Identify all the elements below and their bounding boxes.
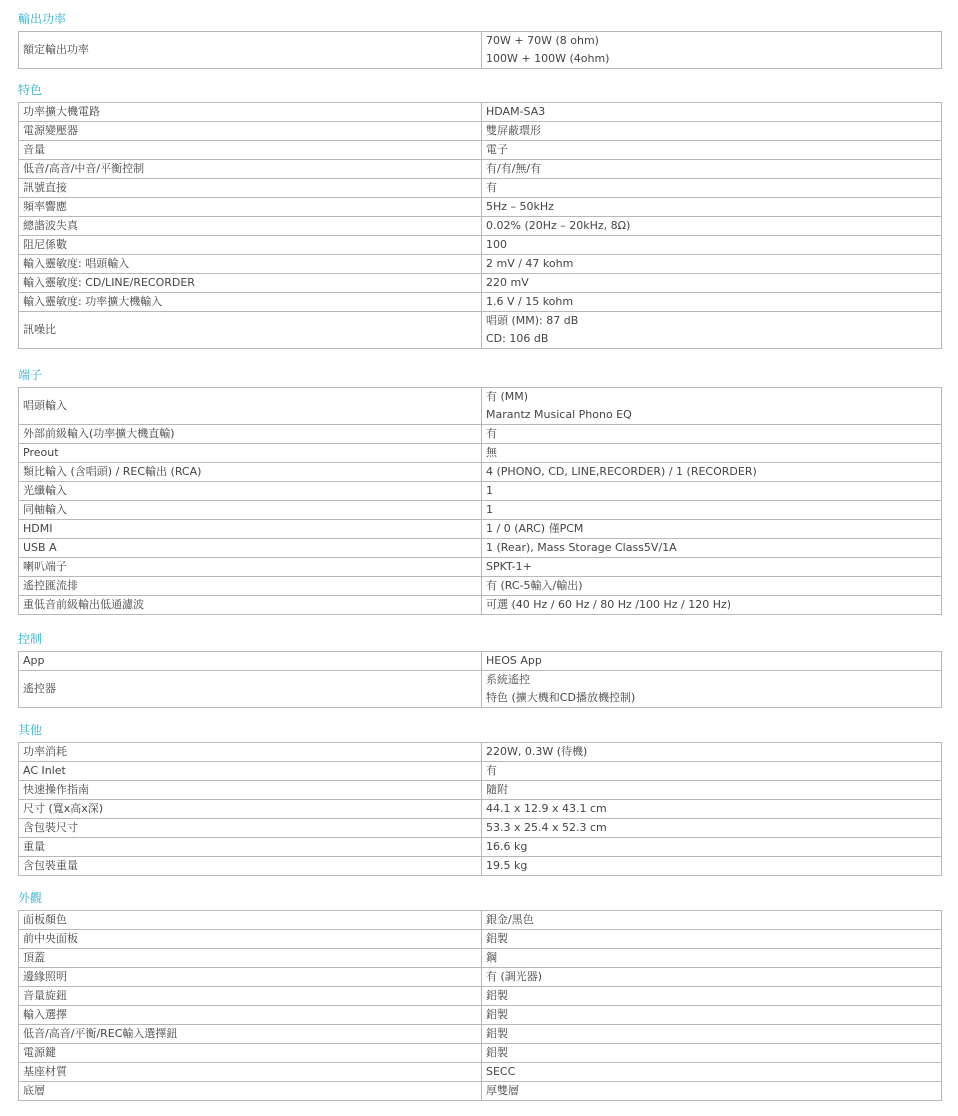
spec-value-line: 44.1 x 12.9 x 43.1 cm [486, 802, 607, 815]
spec-label: Preout [19, 444, 482, 463]
spec-value-line: 1 [486, 503, 493, 516]
spec-row [19, 255, 942, 274]
spec-value-line: 有 (調光器) [486, 970, 543, 983]
spec-value-line: 19.5 kg [486, 859, 528, 872]
spec-value-line: 100W + 100W (4ohm) [486, 52, 610, 65]
spec-value-line: 鋁製 [486, 932, 508, 945]
section-title: 特色 [18, 83, 43, 97]
spec-label: 音量旋鈕 [19, 987, 482, 1006]
spec-label: 含包裝重量 [19, 857, 482, 876]
spec-value-line: 有 (MM) [486, 390, 529, 403]
spec-value-line: 70W + 70W (8 ohm) [486, 34, 599, 47]
spec-row [19, 388, 942, 425]
spec-value [482, 838, 942, 857]
spec-value [482, 122, 942, 141]
spec-row [19, 911, 942, 930]
spec-value [482, 1025, 942, 1044]
spec-label: HDMI [19, 520, 482, 539]
spec-label: 邊緣照明 [19, 968, 482, 987]
spec-label: AC Inlet [19, 762, 482, 781]
spec-value-line: 特色 (擴大機和CD播放機控制) [486, 691, 636, 704]
spec-value [482, 1044, 942, 1063]
spec-label: 音量 [19, 141, 482, 160]
spec-row [19, 520, 942, 539]
spec-label: 輸入靈敏度: 功率擴大機輸入 [19, 293, 482, 312]
spec-row [19, 482, 942, 501]
spec-label: 頻率響應 [19, 198, 482, 217]
section-title: 輸出功率 [18, 12, 67, 26]
spec-value [482, 217, 942, 236]
spec-value-line: 100 [486, 238, 507, 251]
spec-row [19, 857, 942, 876]
spec-label: 低音/高音/平衡/REC輸入選擇鈕 [19, 1025, 482, 1044]
spec-table [18, 651, 942, 708]
spec-value-line: 鋁製 [486, 1008, 508, 1021]
spec-label: 面板顏色 [19, 911, 482, 930]
spec-value-line: 2 mV / 47 kohm [486, 257, 574, 270]
spec-row [19, 160, 942, 179]
spec-value-line: 銀金/黑色 [486, 913, 534, 926]
spec-value [482, 32, 942, 69]
spec-value-line: 220W, 0.3W (待機) [486, 745, 588, 758]
spec-table [18, 910, 942, 1101]
spec-row [19, 1044, 942, 1063]
spec-value [482, 596, 942, 615]
spec-value [482, 160, 942, 179]
spec-row [19, 577, 942, 596]
spec-row [19, 987, 942, 1006]
spec-value [482, 911, 942, 930]
spec-label: 遙控匯流排 [19, 577, 482, 596]
spec-row [19, 930, 942, 949]
spec-value [482, 179, 942, 198]
spec-row [19, 236, 942, 255]
spec-value-line: 16.6 kg [486, 840, 528, 853]
spec-value-line: 鋁製 [486, 1046, 508, 1059]
section-title: 外觀 [18, 891, 43, 905]
spec-value-line: HEOS App [486, 654, 542, 667]
spec-label: 底層 [19, 1082, 482, 1101]
spec-label: USB A [19, 539, 482, 558]
spec-value-line: 220 mV [486, 276, 529, 289]
spec-row [19, 1063, 942, 1082]
spec-label: 額定輸出功率 [19, 32, 482, 69]
spec-row [19, 800, 942, 819]
spec-row [19, 1082, 942, 1101]
spec-value-line: 鋼 [486, 951, 497, 964]
spec-row [19, 652, 942, 671]
spec-value-line: 有 [486, 181, 497, 194]
spec-value-line: SECC [486, 1065, 516, 1078]
spec-row [19, 217, 942, 236]
spec-table [18, 31, 942, 69]
spec-value-line: Marantz Musical Phono EQ [486, 408, 632, 421]
spec-value [482, 141, 942, 160]
spec-value [482, 103, 942, 122]
spec-value [482, 800, 942, 819]
spec-value [482, 1082, 942, 1101]
spec-value [482, 987, 942, 1006]
spec-label: App [19, 652, 482, 671]
spec-value-line: 唱頭 (MM): 87 dB [486, 314, 579, 327]
spec-label: 輸入靈敏度: CD/LINE/RECORDER [19, 274, 482, 293]
spec-row [19, 425, 942, 444]
spec-value [482, 762, 942, 781]
spec-label: 類比輸入 (含唱頭) / REC輸出 (RCA) [19, 463, 482, 482]
spec-row [19, 274, 942, 293]
spec-row [19, 819, 942, 838]
spec-value [482, 857, 942, 876]
section-title: 端子 [18, 368, 43, 382]
spec-value [482, 1063, 942, 1082]
spec-row [19, 596, 942, 615]
spec-value-line: 可選 (40 Hz / 60 Hz / 80 Hz /100 Hz / 120 Hz) [486, 598, 732, 611]
spec-row [19, 968, 942, 987]
spec-value-line: 1.6 V / 15 kohm [486, 295, 574, 308]
spec-value [482, 781, 942, 800]
spec-row [19, 501, 942, 520]
spec-row [19, 949, 942, 968]
spec-value-line: 5Hz – 50kHz [486, 200, 554, 213]
spec-label: 含包裝尺寸 [19, 819, 482, 838]
spec-row [19, 141, 942, 160]
spec-value-line: 鋁製 [486, 1027, 508, 1040]
spec-value [482, 274, 942, 293]
spec-value [482, 652, 942, 671]
spec-label: 快速操作指南 [19, 781, 482, 800]
spec-value-line: 53.3 x 25.4 x 52.3 cm [486, 821, 607, 834]
spec-label: 唱頭輸入 [19, 388, 482, 425]
spec-row [19, 312, 942, 349]
spec-label: 輸入靈敏度: 唱頭輸入 [19, 255, 482, 274]
spec-label: 前中央面板 [19, 930, 482, 949]
spec-label: 電源變壓器 [19, 122, 482, 141]
spec-value [482, 198, 942, 217]
spec-value-line: 鋁製 [486, 989, 508, 1002]
spec-row [19, 32, 942, 69]
spec-label: 總諧波失真 [19, 217, 482, 236]
spec-row [19, 539, 942, 558]
spec-row [19, 558, 942, 577]
spec-row [19, 781, 942, 800]
spec-label: 頂蓋 [19, 949, 482, 968]
spec-row [19, 671, 942, 708]
spec-value [482, 444, 942, 463]
spec-row [19, 444, 942, 463]
spec-value [482, 743, 942, 762]
spec-label: 低音/高音/中音/平衡控制 [19, 160, 482, 179]
spec-row [19, 198, 942, 217]
spec-value [482, 577, 942, 596]
spec-row [19, 743, 942, 762]
spec-row [19, 103, 942, 122]
spec-value [482, 819, 942, 838]
spec-value [482, 949, 942, 968]
spec-value-line: 4 (PHONO, CD, LINE,RECORDER) / 1 (RECORDER) [486, 465, 757, 478]
spec-value [482, 255, 942, 274]
spec-value [482, 388, 942, 425]
spec-label: 同軸輸入 [19, 501, 482, 520]
spec-value [482, 463, 942, 482]
spec-table [18, 387, 942, 615]
spec-value-line: 電子 [486, 143, 508, 156]
spec-value-line: 1 (Rear), Mass Storage Class5V/1A [486, 541, 677, 554]
spec-row [19, 122, 942, 141]
spec-value-line: 有/有/無/有 [486, 162, 542, 175]
spec-label: 外部前級輸入(功率擴大機直輸) [19, 425, 482, 444]
spec-label: 輸入選擇 [19, 1006, 482, 1025]
spec-value [482, 236, 942, 255]
spec-value [482, 482, 942, 501]
spec-value [482, 968, 942, 987]
spec-label: 阻尼係數 [19, 236, 482, 255]
spec-row [19, 179, 942, 198]
spec-value-line: 有 (RC-5輸入/輸出) [486, 579, 583, 592]
spec-value-line: 隨附 [486, 783, 508, 796]
spec-table [18, 742, 942, 876]
spec-value-line: CD: 106 dB [486, 332, 549, 345]
spec-value [482, 1006, 942, 1025]
spec-label: 光纖輸入 [19, 482, 482, 501]
spec-value-line: 1 [486, 484, 493, 497]
spec-value-line: 有 [486, 764, 497, 777]
spec-value-line: 系統遙控 [486, 673, 530, 686]
spec-row [19, 838, 942, 857]
spec-label: 訊號直接 [19, 179, 482, 198]
spec-value-line: 0.02% (20Hz – 20kHz, 8Ω) [486, 219, 631, 232]
spec-value [482, 671, 942, 708]
spec-row [19, 293, 942, 312]
section-title: 其他 [18, 723, 43, 737]
spec-table [18, 102, 942, 349]
spec-label: 喇叭端子 [19, 558, 482, 577]
spec-row [19, 463, 942, 482]
spec-label: 訊噪比 [19, 312, 482, 349]
spec-value-line: 有 [486, 427, 497, 440]
spec-value-line: 厚雙層 [486, 1084, 519, 1097]
spec-value [482, 501, 942, 520]
spec-value-line: SPKT-1+ [486, 560, 532, 573]
spec-label: 尺寸 (寬x高x深) [19, 800, 482, 819]
spec-value [482, 930, 942, 949]
spec-label: 遙控器 [19, 671, 482, 708]
spec-label: 基座材質 [19, 1063, 482, 1082]
spec-value [482, 539, 942, 558]
spec-value-line: 1 / 0 (ARC) 僅PCM [486, 522, 584, 535]
spec-value-line: HDAM-SA3 [486, 105, 546, 118]
spec-label: 重量 [19, 838, 482, 857]
spec-value-line: 無 [486, 446, 497, 459]
spec-value [482, 425, 942, 444]
section-title: 控制 [18, 632, 43, 646]
spec-row [19, 762, 942, 781]
spec-value [482, 558, 942, 577]
spec-label: 重低音前級輸出低通濾波 [19, 596, 482, 615]
spec-row [19, 1025, 942, 1044]
spec-value-line: 雙屏蔽環形 [486, 124, 541, 137]
spec-label: 功率消耗 [19, 743, 482, 762]
spec-label: 電源鍵 [19, 1044, 482, 1063]
spec-value [482, 520, 942, 539]
spec-value [482, 293, 942, 312]
spec-label: 功率擴大機電路 [19, 103, 482, 122]
spec-row [19, 1006, 942, 1025]
spec-value [482, 312, 942, 349]
